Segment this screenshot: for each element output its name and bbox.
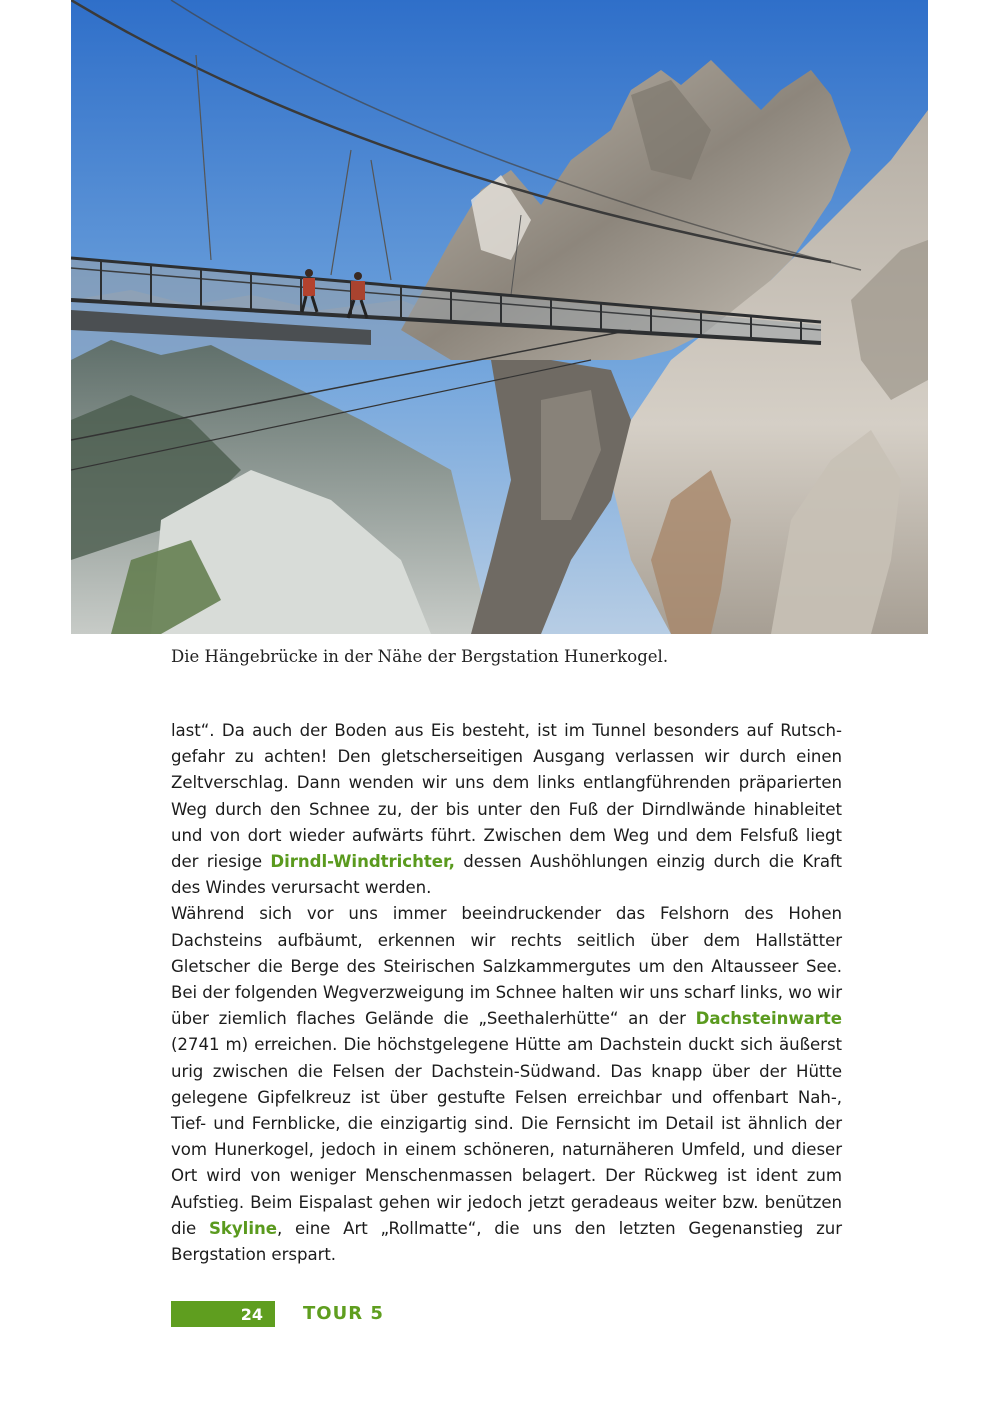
highlight-dachsteinwarte: Dachsteinwarte xyxy=(695,1009,842,1029)
paragraph-2 xyxy=(171,901,842,1268)
highlight-skyline: Skyline xyxy=(209,1218,277,1238)
page-number: 24 xyxy=(240,1305,263,1324)
highlight-dirndl-windtrichter: Dirndl-Windtrichter, xyxy=(270,852,455,872)
paragraph-1 xyxy=(171,718,842,901)
photo-caption: Die Hängebrücke in der Nähe der Bergstation Hunerkogel. xyxy=(171,647,669,666)
text-run: last“. Da auch der Boden aus Eis besteht, ist im Tunnel besonders auf Rutschgefahr zu achten! Den gletscherseitigen Ausgang verlassen wir durch einen Zeltverschlag. Dann wenden wir uns dem links entlangführenden präparierten Weg durch den Schnee zu, der bis unter den Fuß der Dirndlwände hinableitet und von dort wieder aufwärts führt. Zwischen dem Weg und dem Felsfuß liegt der riesige xyxy=(171,721,842,872)
text-run: dessen Aushöhlungen einzig durch die Kraft des Windes verursacht werden. xyxy=(171,852,842,898)
text-run: (2741 m) erreichen. Die höchstgelegene Hütte am Dachstein duckt sich äußerst urig zwischen die Felsen der Dachstein-Südwand. Das knapp über der Hütte gelegene Gipfelkreuz ist über gestufte Felsen erreichbar und offenbart Nah-, Tief- und Fernblicke, die einzigartig sind. Die Fernsicht im Detail ist ähnlich der vom Hunerkogel, jedoch in einem schöneren, naturnäheren Umfeld, und dieser Ort wird von weniger Menschenmassen belagert. Der Rückweg ist ident zum Aufstieg. Beim Eispalast gehen wir jedoch jetzt geradeaus weiter bzw. benützen die xyxy=(171,1035,842,1238)
body-text xyxy=(171,718,842,1268)
tour-label: TOUR 5 xyxy=(303,1303,384,1324)
suspension-bridge-photo xyxy=(71,0,928,634)
text-run: Während sich vor uns immer beeindruckender das Felshorn des Hohen Dachsteins aufbäumt, erkennen wir rechts seitlich über dem Hallstätter Gletscher die Berge des Steirischen Salzkammergutes um den Altausseer See. Bei der folgenden Wegverzweigung im Schnee halten wir uns scharf links, wo wir über ziemlich flaches Gelände die „Seethalerhütte“ an der xyxy=(171,904,842,1029)
text-run: , eine Art „Rollmatte“, die uns den letzten Gegenanstieg zur Bergstation erspart. xyxy=(171,1218,842,1265)
